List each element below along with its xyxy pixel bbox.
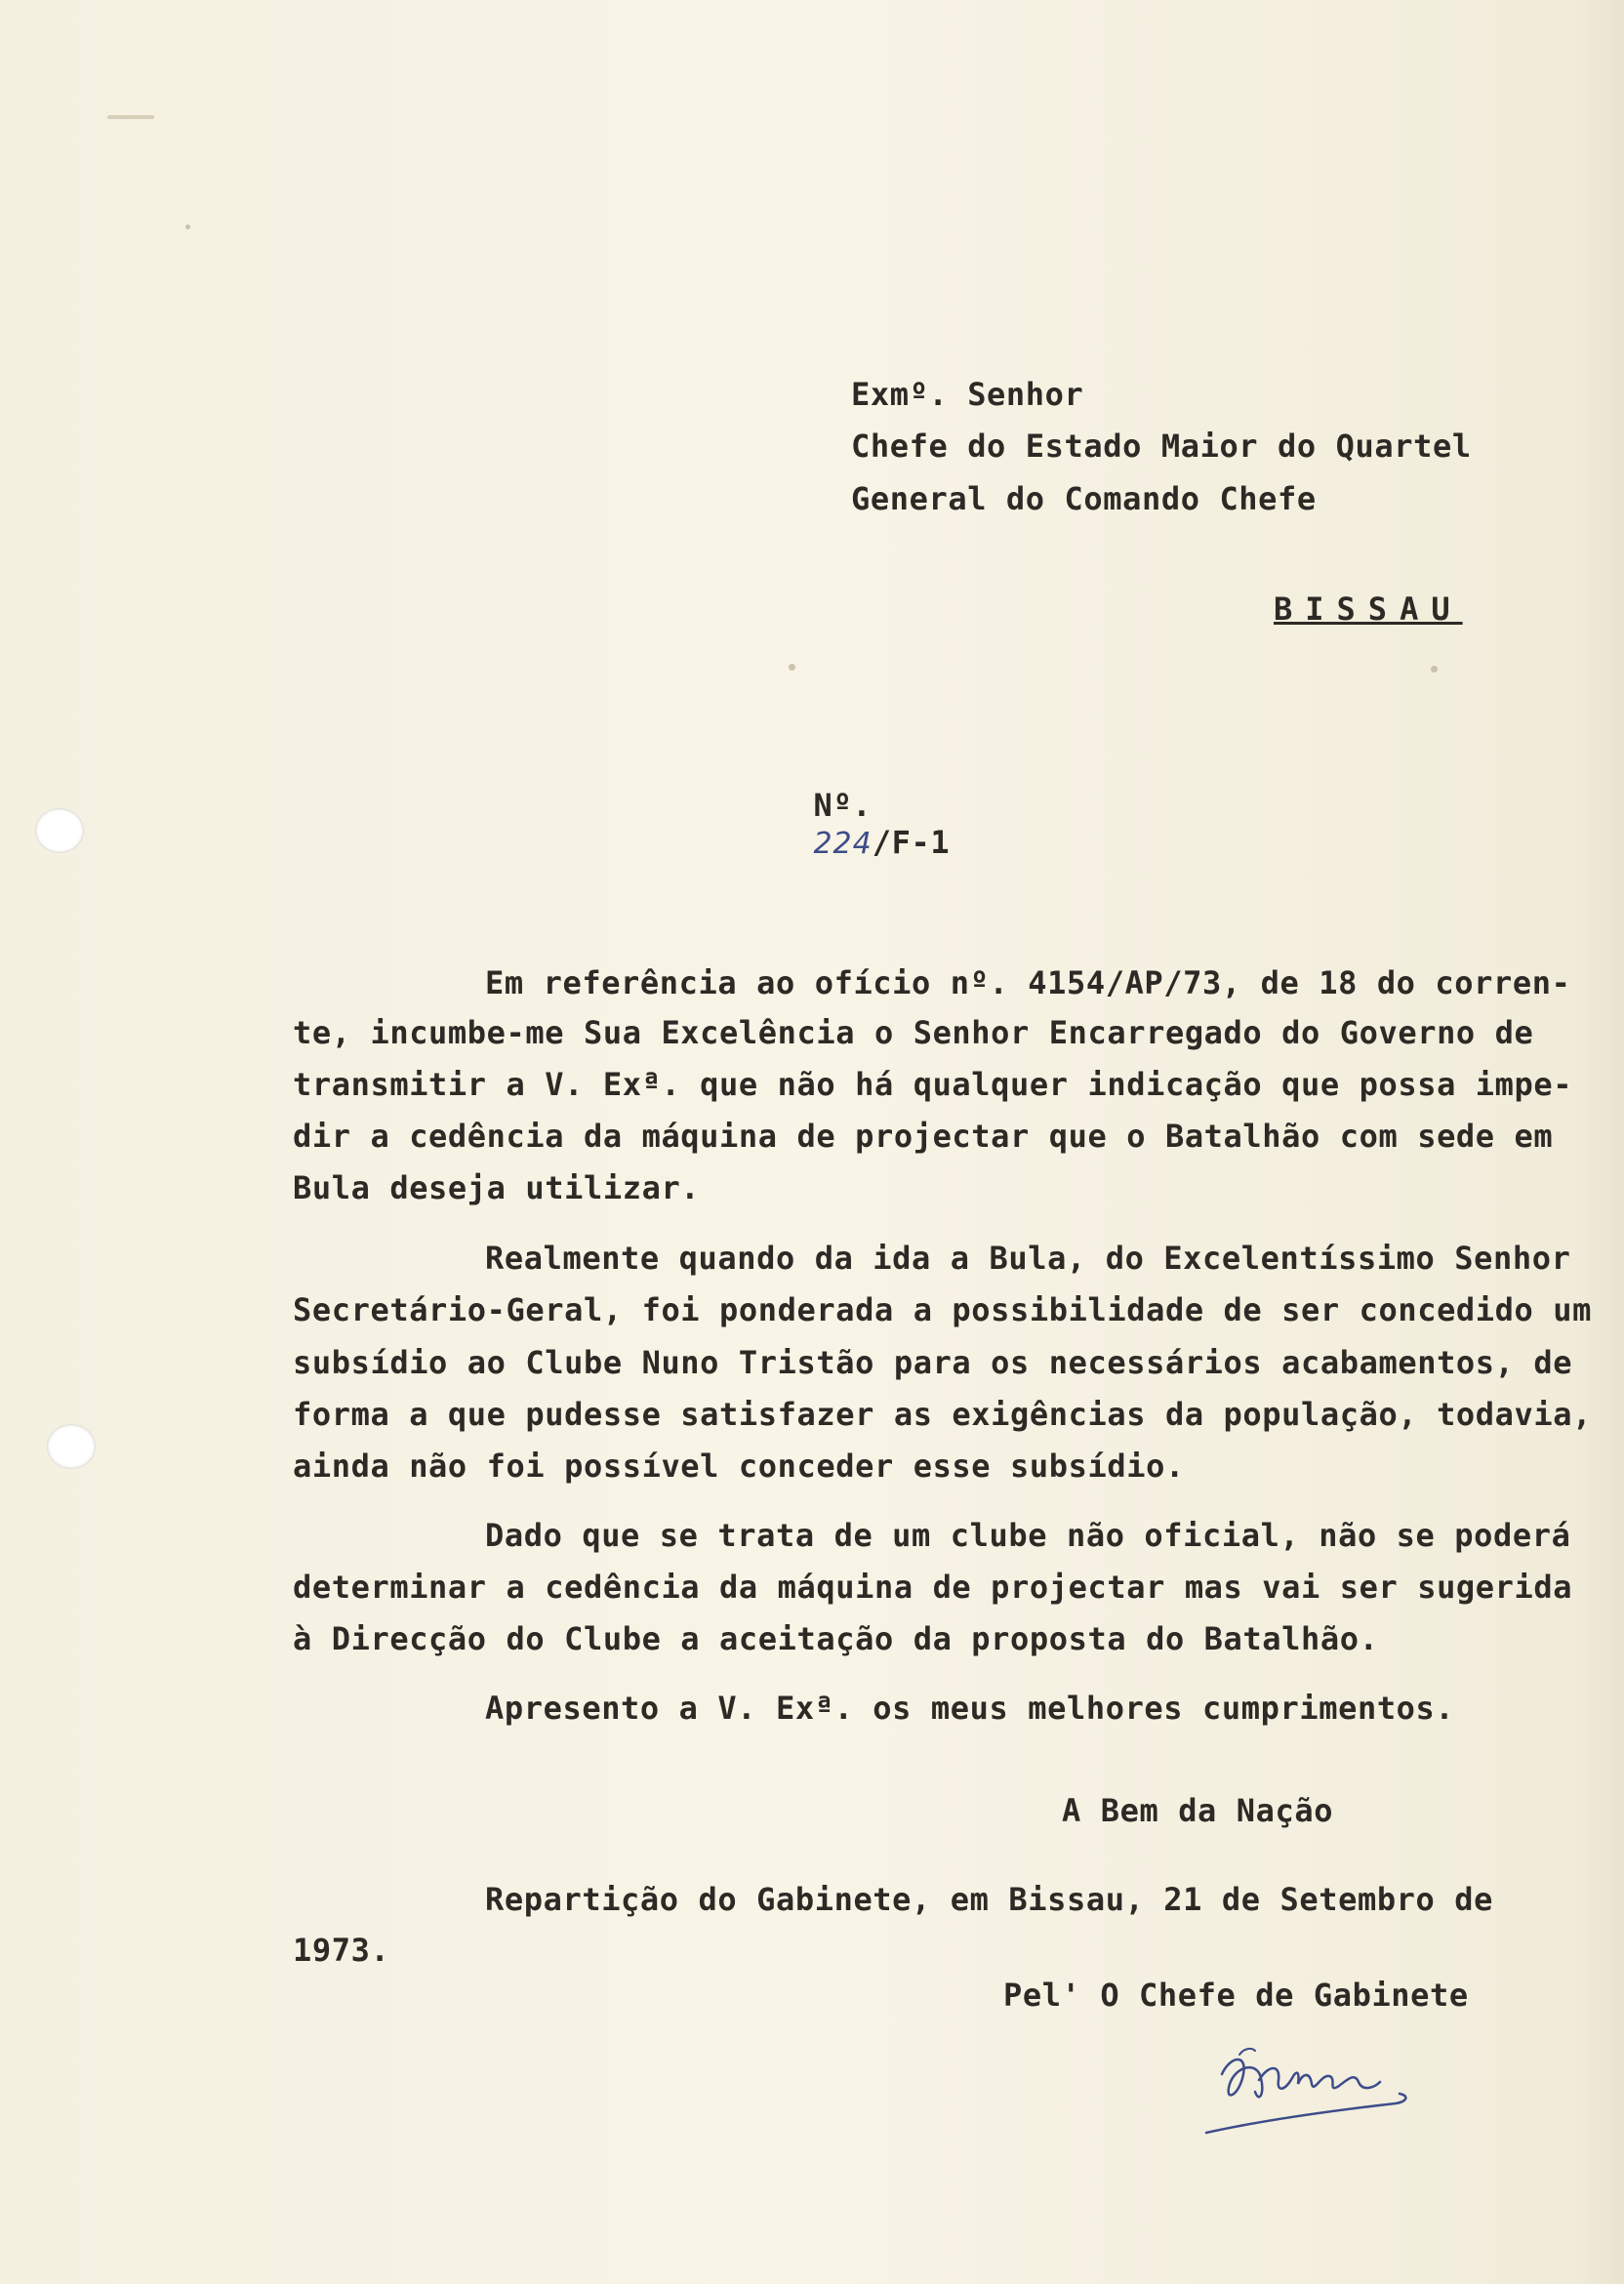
closing-year: 1973.	[293, 1932, 390, 1969]
p2-line-1: Realmente quando da ida a Bula, do Excelentíssimo Senhor	[485, 1240, 1571, 1277]
p2-line-2: Secretário-Geral, foi ponderada a possibilidade de ser concedido um	[293, 1291, 1592, 1328]
addressee-city: BISSAU	[1274, 591, 1463, 628]
p3-line-2: determinar a cedência da máquina de projectar mas vai ser sugerida	[293, 1569, 1573, 1606]
p1-line-4: dir a cedência da máquina de projectar que o Batalhão com sede em	[293, 1118, 1554, 1155]
closing-place-date: Repartição do Gabinete, em Bissau, 21 de Setembro de	[485, 1881, 1494, 1918]
p2-line-4: forma a que pudesse satisfazer as exigências da população, todavia,	[293, 1396, 1592, 1433]
addressee-line-3: General do Comando Chefe	[851, 480, 1317, 517]
p2-line-3: subsídio ao Clube Nuno Tristão para os necessários acabamentos, de	[293, 1344, 1573, 1381]
p3-line-1: Dado que se trata de um clube não oficial, não se poderá	[485, 1517, 1571, 1554]
p1-line-5: Bula deseja utilizar.	[293, 1169, 701, 1206]
p2-line-5: ainda não foi possível conceder esse subsídio.	[293, 1448, 1185, 1485]
paper-speck	[1431, 666, 1438, 673]
p1-line-3: transmitir a V. Exª. que não há qualquer indicação que possa impe-	[293, 1066, 1573, 1103]
closing-signatory: Pel' O Chefe de Gabinete	[1003, 1977, 1469, 2014]
addressee-line-2: Chefe do Estado Maior do Quartel	[851, 428, 1472, 465]
punch-hole-top	[35, 808, 84, 853]
p1-line-2: te, incumbe-me Sua Excelência o Senhor Encarregado do Governo de	[293, 1014, 1534, 1051]
addressee-line-1: Exmº. Senhor	[851, 376, 1084, 413]
p4-line-1: Apresento a V. Exª. os meus melhores cumprimentos.	[485, 1690, 1455, 1727]
handwritten-signature	[1200, 2035, 1415, 2142]
paper-speck	[107, 115, 154, 119]
paper-speck	[185, 224, 190, 229]
p3-line-3: à Direcção do Clube a aceitação da proposta do Batalhão.	[293, 1620, 1379, 1657]
reference-handwritten-number: 224	[813, 827, 873, 861]
p1-line-1: Em referência ao ofício nº. 4154/AP/73, de 18 do corren-	[485, 964, 1571, 1001]
paper-speck	[789, 664, 795, 671]
punch-hole-bottom	[47, 1424, 96, 1469]
closing-salutation: A Bem da Nação	[1062, 1792, 1334, 1829]
reference-number	[736, 750, 950, 898]
reference-suffix: /F-1	[872, 824, 951, 861]
reference-prefix: Nº.	[813, 787, 873, 824]
